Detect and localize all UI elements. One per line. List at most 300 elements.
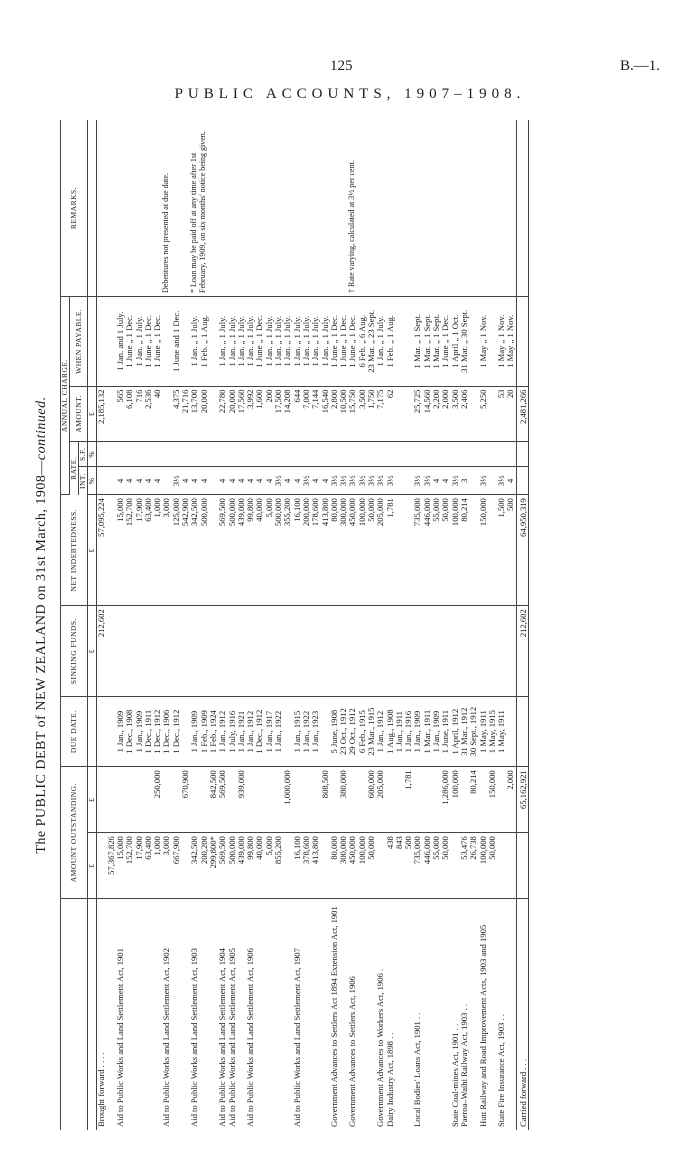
cell-remarks <box>116 120 162 297</box>
cell-desc: Government Advances to Settlers Act 1894 Extension Act, 1901 <box>328 906 339 1127</box>
amount-line: 7,144 <box>310 389 321 409</box>
when-payable-line: 1 June „ 1 Dec. <box>328 314 339 368</box>
net-line: 355,200 <box>282 498 293 527</box>
net-line: 63,400 <box>142 498 153 522</box>
rate-sf-line <box>479 445 488 463</box>
rotated-table-area <box>34 120 670 1130</box>
net-line: 55,000 <box>431 498 442 522</box>
col-remarks: REMARKS. <box>61 120 88 297</box>
cell-net <box>497 495 516 606</box>
outstanding-line: 569,500 <box>217 836 228 865</box>
page-number: 125 <box>330 58 353 74</box>
when-payable-line: 1 Mar. „ 1 Sept. <box>412 314 423 369</box>
totals-amount: 2,481,266 <box>516 386 528 441</box>
cell-remarks: Debentures not presented at due date. <box>162 120 190 297</box>
rate-int-line: 3 <box>458 478 469 483</box>
when-payable-line: 1 Jan. „ 1 July. <box>189 316 200 367</box>
rate-int-line: 4 <box>152 478 163 483</box>
when-payable-line: 1 Jan. „ 1 July. <box>375 316 386 367</box>
cell-sinking <box>376 606 385 697</box>
when-payable-line: 1 Jan. „ 1 July. <box>226 316 237 367</box>
due-date-line: 5 June, 1908 <box>328 709 339 754</box>
cell-net <box>413 495 450 606</box>
totals-net: 64,950,319 <box>516 495 528 606</box>
totals-row <box>516 120 528 1130</box>
col-rate-sf: S.F. <box>79 442 88 467</box>
table-title <box>34 120 50 1130</box>
cell-desc: Brought forward . . . . <box>96 1052 107 1127</box>
table-row <box>97 120 116 1130</box>
cell-outstanding-total: 1,781 <box>386 767 414 833</box>
cell-amount <box>116 386 162 441</box>
outstanding-line: 200,200 <box>198 836 209 865</box>
cell-net <box>330 495 349 606</box>
cell-desc: Aid to Public Works and Land Settlement Act, 1903 <box>189 948 200 1127</box>
cell-when-payable <box>497 297 516 387</box>
cell-net <box>460 495 479 606</box>
when-payable-line: 1 June „ 1 Dec. <box>142 314 153 368</box>
cell-amount <box>228 386 247 441</box>
cell-outstanding <box>190 833 218 899</box>
outstanding-line: 843 <box>393 836 404 850</box>
cell-net <box>162 495 190 606</box>
cell-outstanding-total: 380,000 <box>330 767 349 833</box>
col-annual-charge: ANNUAL CHARGE. <box>61 297 70 495</box>
cell-due-date <box>116 697 162 767</box>
cell-when-payable <box>386 297 414 387</box>
cell-desc: State Coal-mines Act, 1901 . . <box>449 1023 460 1127</box>
cell-remarks <box>97 120 116 297</box>
rate-sf-line <box>274 445 283 463</box>
when-payable-line: 1 Jan. „ 1 July. <box>273 316 284 367</box>
cell-amount <box>162 386 190 441</box>
amount-line: 716 <box>133 389 144 403</box>
rate-sf-line <box>135 445 144 463</box>
rate-sf-line <box>432 445 441 463</box>
table-title-main: The PUBLIC DEBT of NEW ZEALAND on 31st March, 1908— <box>34 460 49 854</box>
net-line: 500,000 <box>226 498 237 527</box>
cell-rate-int <box>190 467 218 495</box>
rate-sf-line <box>506 445 515 463</box>
outstanding-line: 55,000 <box>431 836 442 860</box>
table-title-italic: continued. <box>34 396 49 461</box>
amount-line: 22,780 <box>217 389 228 414</box>
amount-line: 14,560 <box>421 389 432 414</box>
cell-sinking <box>293 606 330 697</box>
net-line: 500 <box>505 498 516 512</box>
rate-int-line: 4 <box>319 478 330 483</box>
table-row <box>162 120 190 1130</box>
due-date-line: 23 Mar., 1915 <box>365 707 376 756</box>
running-title: PUBLIC ACCOUNTS, 1907–1908. <box>174 86 526 102</box>
col-net-indebtedness: NET INDEBTEDNESS. <box>61 495 88 606</box>
cell-outstanding-total: 1,286,000 <box>413 767 450 833</box>
cell-desc: State Fire Insurance Act, 1903 . . <box>496 1014 507 1127</box>
outstanding-line: 667,900 <box>170 836 181 865</box>
page-header <box>0 0 700 100</box>
rate-sf-line <box>413 445 422 463</box>
rate-int-line: 4 <box>142 478 153 483</box>
due-date-line: 1 Jan., 1912 <box>375 710 386 753</box>
due-date-line: 1 Jan., 1915 <box>291 710 302 753</box>
cell-remarks <box>451 120 460 297</box>
outstanding-line: 438 <box>384 836 395 850</box>
totals-label: Carried forward . . . <box>516 899 528 1131</box>
amount-line: 2,536 <box>142 389 153 409</box>
cell-amount <box>97 386 116 441</box>
rate-int-line: 3½ <box>328 475 339 487</box>
outstanding-line: 53,476 <box>458 836 469 860</box>
cell-remarks <box>293 120 330 297</box>
when-payable-line: 1 June and 1 Dec. <box>170 310 181 372</box>
unit-amount: £ <box>88 386 97 441</box>
cell-rate-int <box>293 467 330 495</box>
rate-int-line: 4 <box>124 478 135 483</box>
cell-rate-sf <box>218 442 227 467</box>
when-payable-line: 1 Jan. „ 1 July. <box>133 316 144 367</box>
amount-line: 6,108 <box>124 389 135 409</box>
outstanding-line: 26,738 <box>468 836 479 860</box>
cell-due-date <box>348 697 376 767</box>
cell-desc: Government Advances to Settlers Act, 1906 <box>347 976 358 1127</box>
net-line: 413,800 <box>319 498 330 527</box>
rate-sf-line <box>497 445 506 463</box>
amount-line: 2,406 <box>458 389 469 409</box>
cell-rate-int <box>413 467 450 495</box>
col-sinking-funds: SINKING FUNDS. <box>61 606 88 697</box>
net-line: 16,100 <box>291 498 302 522</box>
outstanding-line: 16,100 <box>291 836 302 860</box>
rate-int-line: 4 <box>254 478 265 483</box>
rate-int-line: 3½ <box>356 475 367 487</box>
cell-when-payable <box>413 297 450 387</box>
outstanding-line: 99,800 <box>245 836 256 860</box>
cell-amount <box>330 386 349 441</box>
cell-remarks <box>413 120 450 297</box>
due-date-line: 1 Dec., 1906 <box>161 709 172 754</box>
net-line: 500,000 <box>198 498 209 527</box>
cell-desc: Local Bodies' Loans Act, 1901 . . <box>412 1012 423 1127</box>
cell-sinking <box>460 606 479 697</box>
when-payable-line: 1 June „ 1 Dec. <box>347 314 358 368</box>
cell-desc: Government Advances to Workers Act, 1906 . <box>375 968 386 1127</box>
cell-outstanding-total: 842,500 <box>190 767 218 833</box>
cell-outstanding-total: 808,500 <box>293 767 330 833</box>
outstanding-line: 5,000 <box>263 836 274 856</box>
net-line: 450,000 <box>347 498 358 527</box>
due-date-line: 1 May, 1915 <box>486 710 497 754</box>
due-date-line: 1 June, 1911 <box>440 709 451 754</box>
cell-remarks <box>246 120 292 297</box>
cell-desc: Paeroa–Waihi Railway Act, 1903 . . <box>458 1004 469 1127</box>
cell-outstanding <box>460 833 479 899</box>
cell-rate-sf <box>97 442 116 467</box>
table-row <box>451 120 460 1130</box>
due-date-line: 1 Jan., 1912 <box>245 710 256 753</box>
cell-outstanding-total: 80,214 <box>460 767 479 833</box>
net-line: 300,000 <box>338 498 349 527</box>
amount-line: 2,200 <box>431 389 442 409</box>
net-line: 40,000 <box>254 498 265 522</box>
col-when-payable: WHEN PAYABLE. <box>70 297 88 387</box>
due-date-line: 1 Jan., 1917 <box>263 710 274 753</box>
cell-outstanding <box>479 833 498 899</box>
rate-int-line: 4 <box>189 478 200 483</box>
cell-rate-sf <box>190 442 218 467</box>
outstanding-line <box>497 836 506 895</box>
cell-sinking <box>497 606 516 697</box>
totals-sinking: 212,602 <box>516 606 528 697</box>
table-row <box>479 120 498 1130</box>
rate-sf-line <box>339 445 348 463</box>
cell-due-date <box>497 697 516 767</box>
when-payable-line: 1 June „ 1 Dec. <box>338 314 349 368</box>
cell-rate-int <box>246 467 292 495</box>
outstanding-line: 342,500 <box>189 836 200 865</box>
net-line: 5,000 <box>263 498 274 518</box>
table-row <box>246 120 292 1130</box>
cell-outstanding-total: 150,000 <box>479 767 498 833</box>
cell-rate-sf <box>479 442 498 467</box>
cell-desc: Aid to Public Works and Land Settlement Act, 1904 <box>217 948 228 1127</box>
cell-when-payable <box>228 297 247 387</box>
cell-net <box>246 495 292 606</box>
amount-line: 5,250 <box>477 389 488 409</box>
cell-amount <box>497 386 516 441</box>
col-outstanding: AMOUNT OUTSTANDING. <box>61 767 88 899</box>
rate-sf-line <box>283 445 292 463</box>
net-line: 57,095,224 <box>96 498 107 537</box>
outstanding-line: 40,000 <box>254 836 265 860</box>
net-line: 569,500 <box>217 498 228 527</box>
cell-desc: Aid to Public Works and Land Settlement Act, 1901 <box>114 948 125 1127</box>
rate-int-line: 3½ <box>449 475 460 487</box>
outstanding-line: 57,367,826 <box>105 836 116 875</box>
due-date-line: 1 Jan., 1909 <box>114 710 125 753</box>
cell-outstanding <box>228 833 247 899</box>
rate-int-line: 4 <box>133 478 144 483</box>
rate-int-line: 3½ <box>273 475 284 487</box>
outstanding-line: 855,200 <box>273 836 284 865</box>
cell-amount <box>386 386 414 441</box>
cell-when-payable <box>97 297 116 387</box>
totals-outstanding: 65,162,921 <box>516 767 528 833</box>
cell-remarks <box>386 120 414 297</box>
cell-outstanding <box>330 833 349 899</box>
rotated-table-page <box>34 120 670 1130</box>
due-date-line: 1 Mar., 1911 <box>421 709 432 754</box>
rate-sf-line <box>321 445 330 463</box>
cell-sinking <box>190 606 218 697</box>
cell-outstanding <box>386 833 414 899</box>
cell-net <box>479 495 498 606</box>
amount-line: 20,000 <box>226 389 237 414</box>
amount-line: 7,000 <box>300 389 311 409</box>
when-payable-line: 1 June „ 1 Dec. <box>124 314 135 368</box>
due-date-line: 1 Dec., 1912 <box>254 709 265 754</box>
table-row <box>116 120 162 1130</box>
table-row <box>228 120 247 1130</box>
unit-outstanding: £ <box>88 833 97 899</box>
cell-rate-int <box>348 467 376 495</box>
amount-line: 3,500 <box>449 389 460 409</box>
cell-rate-sf <box>246 442 292 467</box>
rate-sf-line <box>172 445 181 463</box>
amount-line: 20 <box>505 389 516 399</box>
amount-line: 2,000 <box>440 389 451 409</box>
cell-when-payable <box>330 297 349 387</box>
when-payable-line: 1 Jan. „ 1 July. <box>319 316 330 367</box>
rate-sf-line <box>302 445 311 463</box>
cell-rate-sf <box>460 442 479 467</box>
cell-sinking <box>116 606 162 697</box>
cell-outstanding-total: 569,500 <box>218 767 227 833</box>
cell-when-payable <box>348 297 376 387</box>
rate-sf-line <box>97 445 106 463</box>
rate-int-line: 3½ <box>412 475 423 487</box>
net-line: 150,000 <box>477 498 488 527</box>
amount-line: 4,375 <box>170 389 181 409</box>
cell-rate-int <box>479 467 498 495</box>
outstanding-line: 735,000 <box>412 836 423 865</box>
net-line: 735,000 <box>412 498 423 527</box>
net-line: 152,700 <box>124 498 135 527</box>
cell-desc: Dairy Industry Act, 1898 . . <box>384 1032 395 1127</box>
net-line: 17,900 <box>133 498 144 522</box>
cell-rate-sf <box>162 442 190 467</box>
outstanding-line: 50,000 <box>486 836 497 860</box>
table-row <box>497 120 516 1130</box>
cell-remarks <box>228 120 247 297</box>
when-payable-line: 1 June „ 1 Dec. <box>440 314 451 368</box>
amount-line: 644 <box>291 389 302 403</box>
unit-outstanding-total: £ <box>88 767 97 833</box>
cell-amount <box>479 386 498 441</box>
due-date-line: 1 Jan., 1922 <box>300 710 311 753</box>
when-payable-line: 1 Feb. „ 1 Aug. <box>198 315 209 368</box>
net-line: 446,000 <box>421 498 432 527</box>
unit-net: £ <box>88 495 97 606</box>
rate-int-line: 3½ <box>477 475 488 487</box>
cell-when-payable <box>116 297 162 387</box>
rate-int-line: 4 <box>245 478 256 483</box>
rate-int-line: 3½ <box>421 475 432 487</box>
cell-outstanding-total <box>97 767 116 833</box>
rate-int-line: 4 <box>263 478 274 483</box>
cell-net <box>190 495 218 606</box>
table-row <box>386 120 414 1130</box>
rate-int-line: 3½ <box>365 475 376 487</box>
when-payable-line: 6 Feb. „ 6 Aug. <box>356 315 367 368</box>
cell-when-payable <box>293 297 330 387</box>
cell-outstanding <box>497 833 516 899</box>
rate-sf-line <box>228 445 237 463</box>
when-payable-line: 1 May „ 1 Nov. <box>477 314 488 368</box>
cell-rate-int <box>228 467 247 495</box>
due-date-line: 1 Jan., 1909 <box>431 710 442 753</box>
table-row <box>330 120 349 1130</box>
amount-line: 7,175 <box>375 389 386 409</box>
due-date-line: 1 May, 1911 <box>496 710 507 754</box>
when-payable-line: 1 Jan. „ 1 July. <box>282 316 293 367</box>
cell-outstanding <box>348 833 376 899</box>
cell-due-date <box>479 697 498 767</box>
cell-outstanding-total: 100,000 <box>451 767 460 833</box>
net-line: 80,000 <box>328 498 339 522</box>
cell-rate-sf <box>116 442 162 467</box>
rate-sf-line <box>162 445 171 463</box>
when-payable-line: 31 Mar. „ 30 Sept. <box>458 309 469 373</box>
rate-int-line: 3½ <box>300 475 311 487</box>
net-line: 100,000 <box>356 498 367 527</box>
cell-when-payable <box>246 297 292 387</box>
outstanding-line: 500,000 <box>226 836 237 865</box>
cell-outstanding-total: 939,000 <box>228 767 247 833</box>
col-due-date: DUE DATE. <box>61 697 88 767</box>
rate-int-line: 3½ <box>375 475 386 487</box>
due-date-line: 1 Jan., 1916 <box>403 710 414 753</box>
outstanding-line: 152,700 <box>124 836 135 865</box>
when-payable-line: 1 Jan. „ 1 July. <box>235 316 246 367</box>
cell-outstanding-total: 600,000 <box>348 767 376 833</box>
net-line: 342,500 <box>189 498 200 527</box>
cell-when-payable <box>162 297 190 387</box>
rate-int-line: 4 <box>291 478 302 483</box>
cell-rate-sf <box>293 442 330 467</box>
cell-remarks <box>497 120 516 297</box>
cell-outstanding <box>413 833 450 899</box>
when-payable-line: 1 Jan. „ 1 July. <box>245 316 256 367</box>
rate-sf-line <box>144 445 153 463</box>
rate-sf-line <box>367 445 376 463</box>
cell-amount <box>246 386 292 441</box>
rate-sf-line <box>460 445 469 463</box>
rate-int-line: 3½ <box>338 475 349 487</box>
net-line: 80,214 <box>458 498 469 522</box>
amount-line: 25,725 <box>412 389 423 414</box>
unit-sf: % <box>88 442 97 467</box>
due-date-line: 1 Feb., 1909 <box>198 710 209 754</box>
when-payable-line: 23 Mar. „ 23 Sept. <box>365 309 376 373</box>
cell-due-date <box>228 697 247 767</box>
amount-line: 2,800 <box>328 389 339 409</box>
net-line: 1,781 <box>384 498 395 518</box>
cell-outstanding-total: 2,000 <box>497 767 516 833</box>
when-payable-line: 1 Feb. „ 1 Aug. <box>384 315 395 368</box>
amount-line: 16,540 <box>319 389 330 414</box>
net-line: 50,000 <box>365 498 376 522</box>
cell-sinking <box>451 606 460 697</box>
outstanding-line: 378,600 <box>300 836 311 865</box>
when-payable-line: 1 Jan. „ 1 July. <box>263 316 274 367</box>
net-line: 200,000 <box>300 498 311 527</box>
rate-sf-line <box>255 445 264 463</box>
cell-desc: Hutt Railway and Road Improvement Acts, 1903 and 1905 <box>477 924 488 1127</box>
due-date-line: 1 Jan., 1909 <box>412 710 423 753</box>
cell-amount <box>293 386 330 441</box>
col-description <box>61 899 88 1131</box>
cell-outstanding <box>162 833 190 899</box>
outstanding-line: 500 <box>403 836 414 850</box>
due-date-line: 23 Oct., 1912 <box>338 708 349 756</box>
outstanding-line: 15,000 <box>114 836 125 860</box>
due-date-line: 31 Mar., 1912 <box>458 707 469 756</box>
table-row <box>376 120 385 1130</box>
cell-sinking <box>162 606 190 697</box>
rate-int-line: 4 <box>440 478 451 483</box>
due-date-line: 1 May, 1911 <box>477 710 488 754</box>
when-payable-line: 1 Jan. „ 1 July. <box>310 316 321 367</box>
